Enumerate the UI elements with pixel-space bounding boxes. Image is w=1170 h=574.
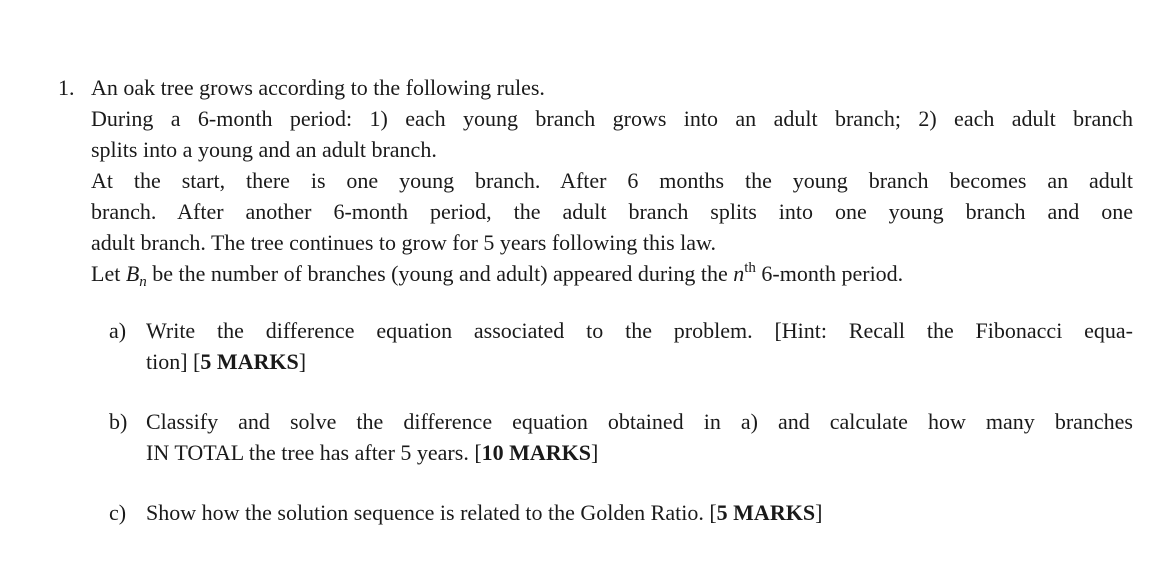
question-number: 1. (58, 75, 75, 100)
part-c-line-1 (146, 497, 1133, 528)
variable-b-subscript: n (139, 274, 147, 290)
part-b-marks: 10 MARKS (481, 440, 592, 465)
start-line-1: At the start, there is one young branch. After 6 months the young branch becomes an adult (91, 168, 1133, 193)
part-b-line-2-text: IN TOTAL the tree has after 5 years. [ (146, 440, 482, 465)
question-intro: An oak tree grows according to the following rules. (91, 75, 545, 100)
part-a-line-2-text: tion] [ (146, 349, 201, 374)
part-a-close-bracket: ] (298, 349, 307, 374)
question-body (91, 72, 1133, 289)
part-c-marks: 5 MARKS (716, 500, 816, 525)
definition-suffix: 6-month period. (755, 261, 904, 286)
part-b-close-bracket: ] (591, 440, 599, 465)
start-line-3: adult branch. The tree continues to grow for 5 years following this law. (91, 230, 717, 255)
ordinal-superscript: th (744, 260, 756, 276)
rules-line-1: During a 6-month period: 1) each young branch grows into an adult branch; 2) each adult branch (91, 106, 1133, 131)
part-b-label: b) (109, 409, 128, 434)
part-c-label: c) (109, 500, 127, 525)
part-b-text (146, 406, 1133, 468)
start-line-2: branch. After another 6-month period, the adult branch splits into one young branch and one (91, 199, 1133, 224)
part-c-close-bracket: ] (815, 500, 823, 525)
definition-middle: be the number of branches (young and adult) appeared during the (146, 261, 734, 286)
part-c-text (146, 497, 1133, 528)
part-a-line-1: Write the difference equation associated to the problem. [Hint: Recall the Fibonacci equa- (146, 318, 1133, 343)
part-b-line-2 (146, 437, 1133, 468)
part-a-line-2 (146, 346, 1133, 377)
variable-n: n (733, 261, 745, 286)
part-a-label: a) (109, 318, 127, 343)
part-a-text (146, 315, 1133, 377)
part-c-line-1-text: Show how the solution sequence is related to the Golden Ratio. [ (146, 500, 717, 525)
part-a-marks: 5 MARKS (200, 349, 299, 374)
part-b-line-1: Classify and solve the difference equation obtained in a) and calculate how many branches (146, 409, 1133, 434)
variable-b: B (125, 261, 140, 286)
definition-prefix: Let (91, 261, 126, 286)
definition-line (91, 258, 1133, 289)
rules-line-2: splits into a young and an adult branch. (91, 137, 437, 162)
